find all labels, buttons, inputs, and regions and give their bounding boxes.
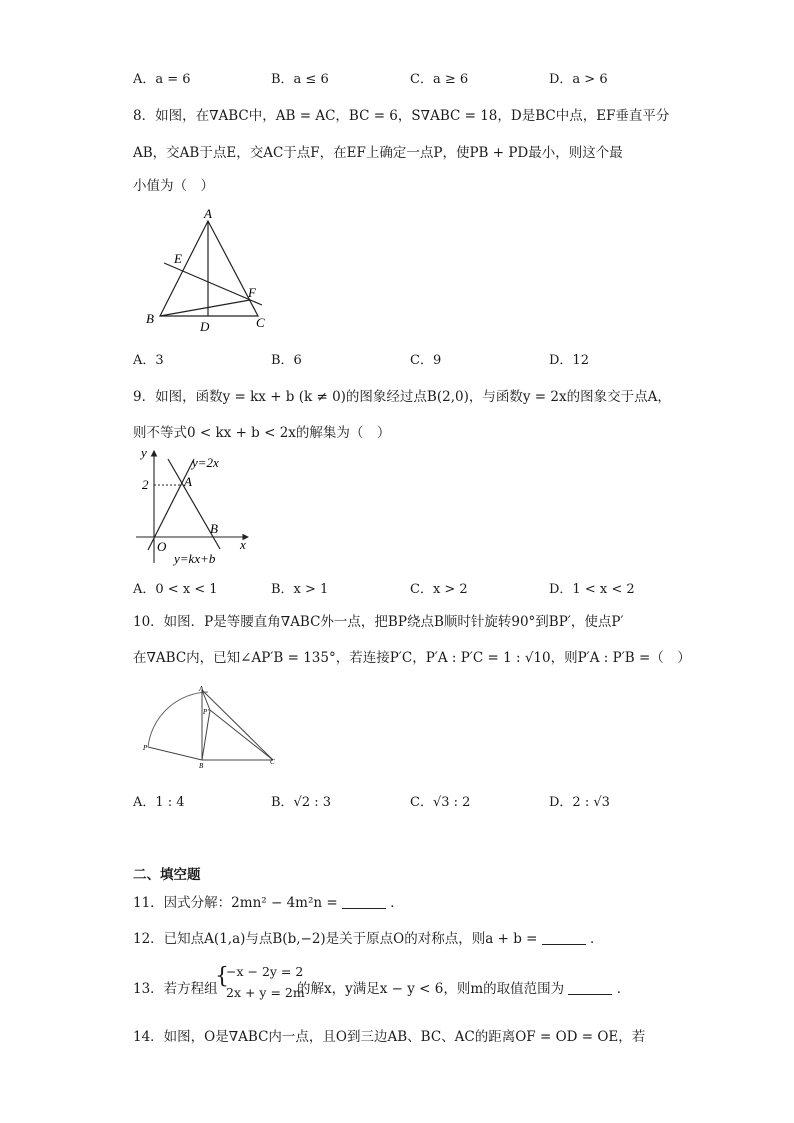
q9-option-a[interactable]: A．0 < x < 1 <box>133 582 218 597</box>
q8-label-f: F <box>248 285 256 300</box>
q10-rotation-figure <box>140 682 282 774</box>
q7-option-c[interactable]: C．a ≥ 6 <box>410 72 469 87</box>
q11-text: 11．因式分解：2mn² − 4m²n = <box>133 895 338 911</box>
q9-option-b[interactable]: B．x > 1 <box>271 582 329 597</box>
q9-label-o: O <box>157 539 167 554</box>
q10-text-line1: 10．如图．P是等腰直角∇ABC外一点，把BP绕点B顺时针旋转90°到BP′，使点P′ <box>133 614 624 630</box>
q10-label-a: A <box>199 685 204 693</box>
question-12 <box>133 927 604 947</box>
q10-label-b: B <box>199 762 204 770</box>
q12-end: ． <box>590 931 604 947</box>
q8-option-d[interactable]: D．12 <box>549 353 589 368</box>
q8-triangle-figure <box>140 205 270 335</box>
q12-answer-blank[interactable] <box>542 932 586 945</box>
q10-rotation-arc <box>148 692 208 747</box>
q9-graph-figure <box>130 445 255 570</box>
q13-prefix: 13．若方程组 <box>133 981 218 997</box>
q9-label-a: A <box>184 474 192 489</box>
q10-label-p2: P′ <box>203 708 209 716</box>
q10-option-a[interactable]: A．1 : 4 <box>133 795 185 810</box>
q13-brace-icon: { <box>215 964 229 989</box>
q10-label-p: P <box>143 744 148 752</box>
q8-text-line3: 小值为（ ） <box>133 178 214 194</box>
q8-label-a: A <box>204 206 212 221</box>
q9-label-line-kxb: y=kx+b <box>174 551 216 566</box>
q9-text-line2: 则不等式0 < kx + b < 2x的解集为（ ） <box>133 425 391 441</box>
q8-text-line1: 8．如图，在∇ABC中，AB = AC，BC = 6，S∇ABC = 18，D是BC中点，EF垂直平分 <box>133 108 670 124</box>
q13-equation-1: −x − 2y = 2 <box>226 964 304 979</box>
q11-end: ． <box>390 895 404 911</box>
q9-label-2: 2 <box>142 477 149 492</box>
q7-option-b[interactable]: B．a ≤ 6 <box>271 72 329 87</box>
q10-option-b[interactable]: B．√2 : 3 <box>271 795 332 810</box>
q13-answer-blank[interactable] <box>568 982 612 995</box>
q13-suffix-wrap <box>297 977 630 997</box>
q10-side-ac <box>202 690 273 760</box>
q8-label-e: E <box>174 251 182 266</box>
q10-segment-bp <box>148 747 202 760</box>
q8-option-c[interactable]: C．9 <box>410 353 442 368</box>
q9-label-line-y2x: y=2x <box>192 455 219 470</box>
q9-label-b: B <box>210 521 218 536</box>
q8-option-a[interactable]: A．3 <box>133 353 164 368</box>
q10-option-c[interactable]: C．√3 : 2 <box>410 795 471 810</box>
q12-text: 12．已知点A(1,a)与点B(b,−2)是关于原点O的对称点，则a + b = <box>133 931 538 947</box>
q13-end: ． <box>616 981 631 997</box>
q13-equation-2: 2x + y = 2m <box>226 985 305 1000</box>
q10-text-line2: 在∇ABC内，已知∠AP′B = 135°，若连接P′C，P′A : P′C = 1 : √10，则P′A : P′B =（ ） <box>133 650 691 666</box>
q8-label-b: B <box>146 311 154 326</box>
q7-option-a[interactable]: A．a = 6 <box>133 72 191 87</box>
q8-text-line2: AB，交AB于点E，交AC于点F，在EF上确定一点P，使PB + PD最小，则这个最 <box>133 145 623 161</box>
q9-option-c[interactable]: C．x > 2 <box>410 582 468 597</box>
q13-suffix: 的解x，y满足x − y < 6，则m的取值范围为 <box>297 981 565 997</box>
q7-option-d[interactable]: D．a > 6 <box>549 72 608 87</box>
q9-option-d[interactable]: D．1 < x < 2 <box>549 582 635 597</box>
q8-label-c: C <box>256 315 265 330</box>
q10-segment-ap2 <box>202 690 210 710</box>
q9-line-y2x <box>148 459 194 550</box>
q9-text-line1: 9．如图，函数y = kx + b (k ≠ 0)的图象经过点B(2,0)，与函数y = 2x的图象交于点A， <box>133 389 671 405</box>
section-title-fill-blank: 二、填空题 <box>133 867 201 883</box>
question-14: 14．如图，O是∇ABC内一点，且O到三边AB、BC、AC的距离OF = OD = OE，若 <box>133 1029 646 1045</box>
q9-label-y: y <box>141 445 147 460</box>
q8-label-d: D <box>200 319 210 334</box>
question-11 <box>133 891 404 911</box>
q8-segment-bf <box>160 300 250 316</box>
q10-segment-p2c <box>210 710 273 760</box>
q10-option-d[interactable]: D．2 : √3 <box>549 795 610 810</box>
q9-label-x: x <box>240 537 246 552</box>
q11-answer-blank[interactable] <box>342 896 386 909</box>
q10-label-c: C <box>270 758 275 766</box>
q10-segment-bp2 <box>202 710 210 760</box>
q8-option-b[interactable]: B．6 <box>271 353 302 368</box>
